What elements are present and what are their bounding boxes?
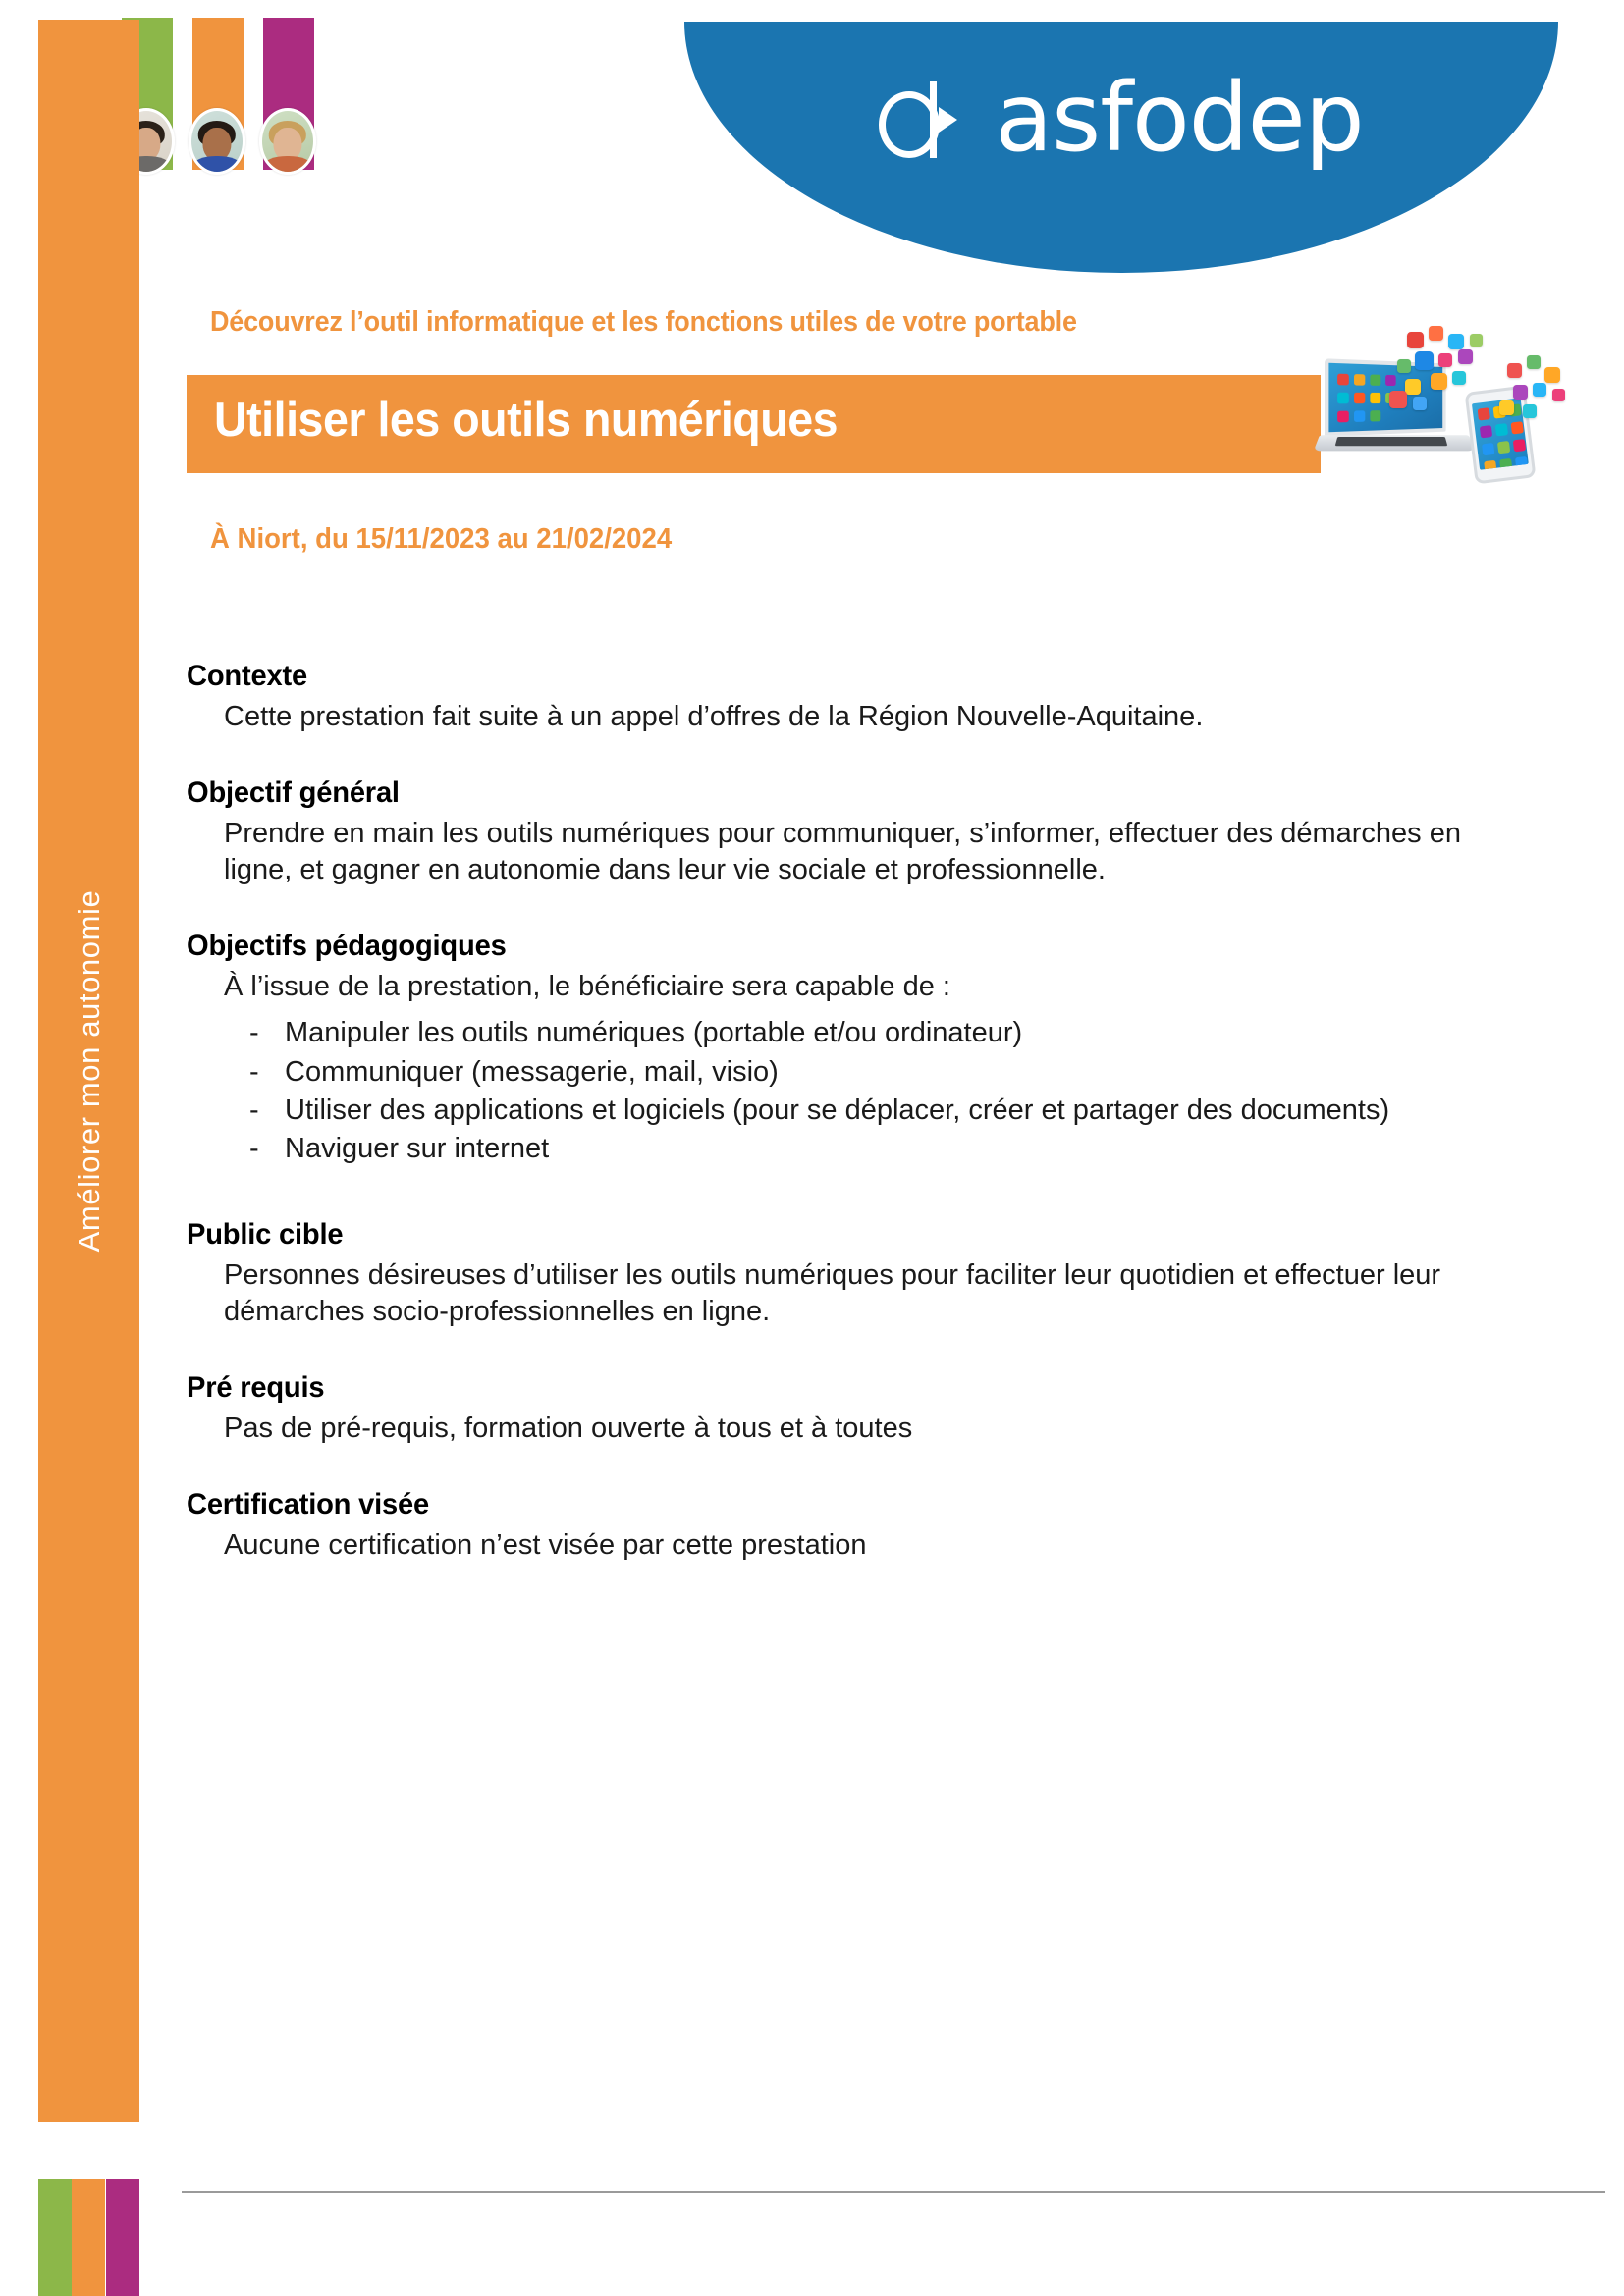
section-public-cible: [187, 1218, 1492, 1330]
section-body: À l’issue de la prestation, le bénéficiaire sera capable de :: [224, 971, 950, 1003]
header-subtitle: Découvrez l’outil informatique et les fonctions utiles de votre portable: [210, 306, 1077, 338]
asfodep-a-mark-icon: [879, 78, 973, 168]
bullet-dash: -: [249, 1017, 259, 1049]
logo-text: asfodep: [995, 63, 1364, 173]
objectifs-list: [187, 1015, 1492, 1166]
footer-stripe-magenta: [106, 2179, 139, 2296]
footer-stripe-orange: [72, 2179, 105, 2296]
section-pre-requis: [187, 1371, 1492, 1447]
list-item-label: Manipuler les outils numériques (portable et/ou ordinateur): [285, 1017, 1023, 1049]
sidebar-band: [38, 20, 139, 2122]
bullet-dash: -: [249, 1132, 259, 1164]
header-stripe-group: [122, 18, 367, 189]
smartphone-icon: [1465, 386, 1537, 485]
footer-stripe-group: [38, 2179, 139, 2296]
content-body: [187, 660, 1492, 1577]
section-body: Aucune certification n’est visée par cette prestation: [224, 1529, 867, 1562]
avatar: [189, 108, 245, 175]
list-item: [187, 1131, 1492, 1167]
title-banner: [187, 375, 1321, 473]
section-heading: Objectifs pédagogiques: [187, 930, 507, 963]
laptop-and-smartphone-apps-icon: [1321, 330, 1581, 492]
section-heading: Pré requis: [187, 1371, 325, 1405]
section-objectif-general: [187, 776, 1492, 888]
list-item-label: Utiliser des applications et logiciels (pour se déplacer, créer et partager des documents): [285, 1094, 1390, 1126]
footer-stripe-green: [38, 2179, 72, 2296]
section-heading: Contexte: [187, 660, 307, 692]
bullet-dash: -: [249, 1094, 259, 1126]
page-title: Utiliser les outils numériques: [214, 394, 839, 447]
section-body: Personnes désireuses d’utiliser les outils numériques pour faciliter leur quotidien et effectuer leur démarches socio-professionnelles en ligne.: [224, 1258, 1441, 1327]
list-item: [187, 1015, 1492, 1051]
bullet-dash: -: [249, 1055, 259, 1088]
section-certification-visee: [187, 1488, 1492, 1564]
list-item-label: Naviguer sur internet: [285, 1132, 550, 1164]
section-contexte: [187, 660, 1492, 735]
sidebar-label: Améliorer mon autonomie: [71, 889, 106, 1253]
section-heading: Public cible: [187, 1217, 344, 1251]
section-heading: Objectif général: [187, 776, 400, 810]
section-objectifs-pedagogiques: [187, 930, 1492, 1167]
asfodep-logo: [684, 22, 1558, 273]
footer-divider: [182, 2191, 1605, 2193]
session-location-dates: À Niort, du 15/11/2023 au 21/02/2024: [210, 523, 673, 555]
section-body: Cette prestation fait suite à un appel d’offres de la Région Nouvelle-Aquitaine.: [224, 701, 1204, 732]
phone-app-grid: [1472, 398, 1529, 470]
asfodep-wordmark: [684, 63, 1558, 173]
section-body: Pas de pré-requis, formation ouverte à tous et à toutes: [224, 1413, 913, 1445]
section-heading: Certification visée: [187, 1488, 430, 1522]
smartphone-screen: [1472, 398, 1529, 470]
section-body: Prendre en main les outils numériques pour communiquer, s’informer, effectuer des démarches en ligne, et gagner en autonomie dans leur vie sociale et professionnelle.: [224, 818, 1461, 886]
list-item-label: Communiquer (messagerie, mail, visio): [285, 1055, 779, 1088]
laptop-screen-icon: [1325, 358, 1446, 436]
list-item: [187, 1093, 1492, 1129]
avatar: [259, 108, 316, 175]
laptop-keyboard-icon: [1335, 437, 1448, 446]
list-item: [187, 1054, 1492, 1091]
laptop-app-grid: [1328, 363, 1442, 432]
